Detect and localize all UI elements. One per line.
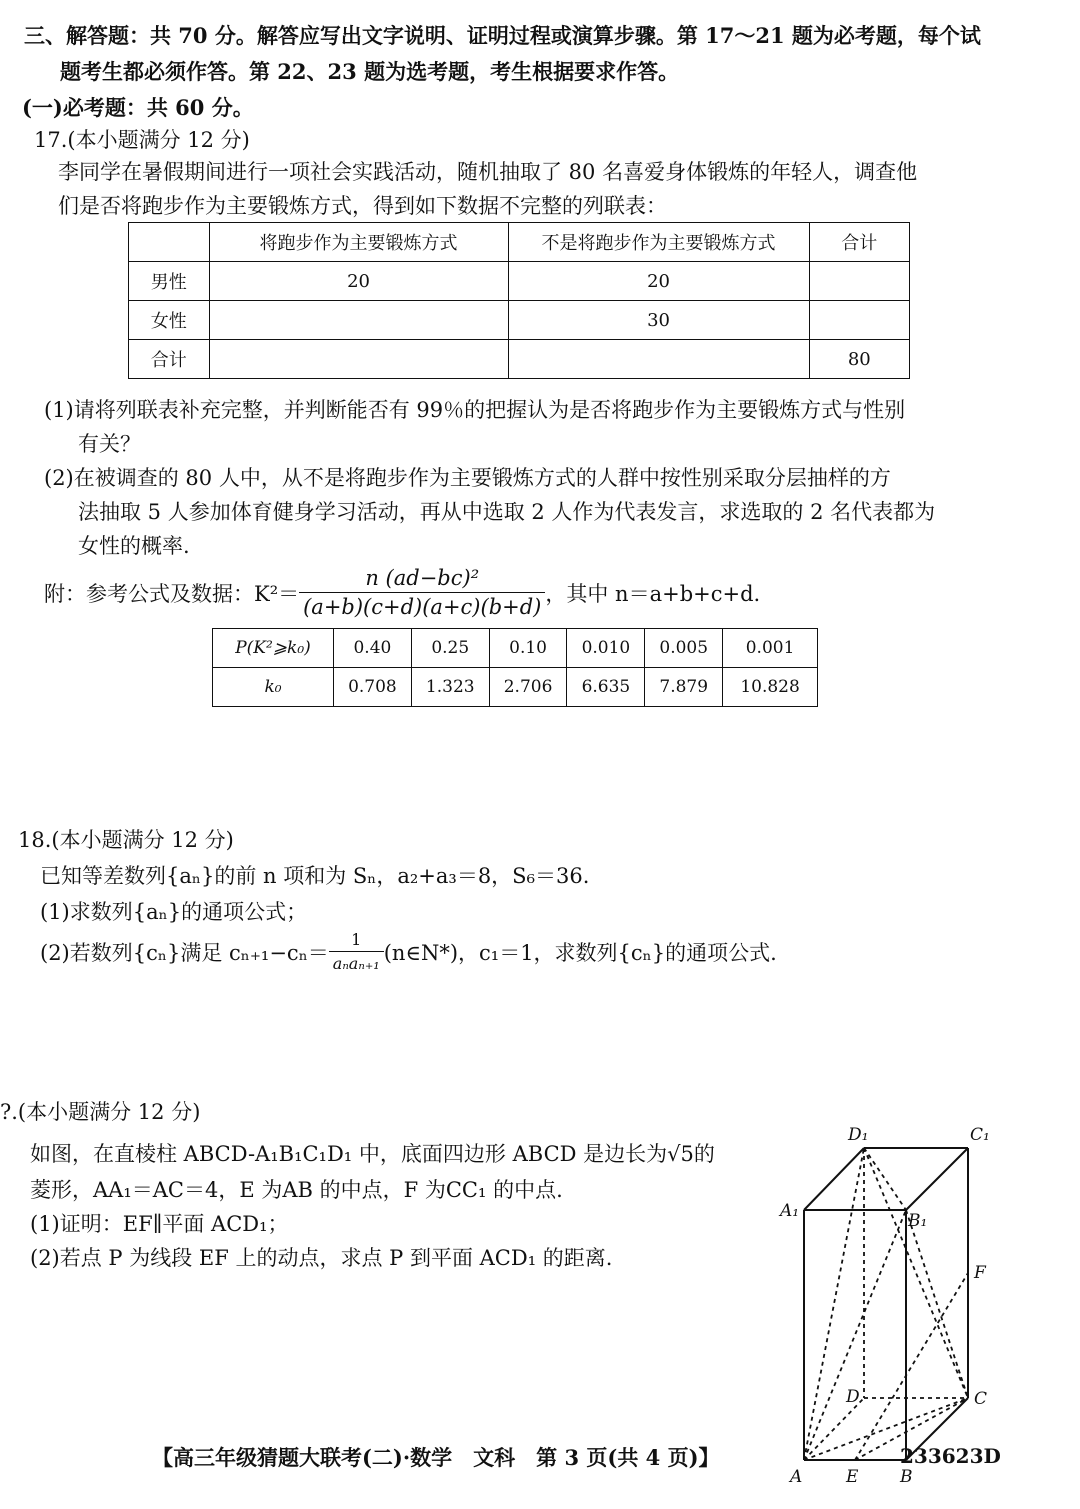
label-a: A [790,1467,803,1487]
q17-title: 17.(本小题满分 12 分) [34,128,250,152]
edge-b1-c1 [906,1148,968,1210]
table-cell: 6.635 [567,668,645,707]
table-row [129,301,910,340]
q17-text-line1: 李同学在暑假期间进行一项社会实践活动，随机抽取了 80 名喜爱身体锻炼的年轻人，调查他 [58,160,918,184]
table-cell: 0.005 [645,629,723,668]
table-cell [809,262,909,301]
q17-text-line2: 们是否将跑步作为主要锻炼方式，得到如下数据不完整的列联表： [58,194,667,218]
q17-part2-line1: (2)在被调查的 80 人中，从不是将跑步作为主要锻炼方式的人群中按性别采取分层抽样的方 [44,466,891,490]
part-title: (一)必考题：共 60 分。 [22,95,254,120]
table-cell: 0.40 [334,629,412,668]
table-cell: 10.828 [723,668,818,707]
formula-numerator: n (ad−bc)² [299,566,545,593]
table-header-cell: 不是将跑步作为主要锻炼方式 [508,223,809,262]
label-c: C [974,1389,988,1409]
label-b1: B₁ [908,1211,928,1231]
q17-part2-line2: 法抽取 5 人参加体育健身学习活动，再从中选取 2 人作为代表发言，求选取的 2 名代表都为 [78,500,936,524]
q18-fraction [329,930,384,973]
q18-text: 已知等差数列{aₙ}的前 n 项和为 Sₙ，a₂+a₃＝8，S₆＝36. [40,864,590,888]
q18-part2 [40,930,777,973]
q17-part2-line3: 女性的概率. [78,534,190,558]
table-cell: 0.708 [334,668,412,707]
footer-text: 【高三年级猜题大联考(二)·数学 文科 第 3 页(共 4 页)】 [152,1445,720,1470]
edge-a-d [804,1398,864,1460]
table-cell: 0.10 [489,629,567,668]
table-header-cell [129,223,210,262]
table-row [129,340,910,379]
table-cell: 0.25 [411,629,489,668]
table-header-cell: 将跑步作为主要锻炼方式 [209,223,508,262]
section-header-line1: 三、解答题：共 70 分。解答应写出文字说明、证明过程或演算步骤。第 17～21 题为必考题，每个试 [24,23,981,48]
line-a-d1 [804,1148,864,1460]
table-header-cell: 合计 [809,223,909,262]
table-cell [209,301,508,340]
q17-part1-line1: (1)请将列联表补充完整，并判断能否有 99％的把握认为是否将跑步作为主要锻炼方式与性别 [44,398,906,422]
table-cell: 1.323 [411,668,489,707]
q17-part1-line2: 有关？ [78,432,141,456]
table-cell: 合计 [129,340,210,379]
q17-contingency-table [128,222,910,379]
formula-prefix: 附：参考公式及数据：K²＝ [44,581,300,606]
table-cell: 80 [809,340,909,379]
table-cell: 女性 [129,301,210,340]
table-row [129,223,910,262]
line-b1-c [906,1210,968,1398]
table-cell: 2.706 [489,668,567,707]
section-header-line2: 题考生都必须作答。第 22、23 题为选考题，考生根据要求作答。 [60,59,680,84]
q18-fraction-denominator: aₙaₙ₊₁ [332,954,380,973]
prism-figure [770,1120,1000,1500]
table-cell: 30 [508,301,809,340]
table-row [213,668,818,707]
q18-part2-suffix: (n∈N*)，c₁＝1，求数列{cₙ}的通项公式. [383,940,777,965]
q18-part2-prefix: (2)若数列{cₙ}满足 cₙ₊₁−cₙ＝ [40,940,329,965]
q17-reference-table [212,628,818,707]
q19-title: ?.(本小题满分 12 分) [0,1100,201,1124]
table-row [213,629,818,668]
q18-title: 18.(本小题满分 12 分) [18,828,234,852]
table-cell: 0.010 [567,629,645,668]
formula-suffix: ，其中 n＝a+b+c+d. [545,581,761,606]
table-cell: 20 [209,262,508,301]
line-e-f [855,1273,968,1460]
q19-part1: (1)证明：EF∥平面 ACD₁； [30,1212,289,1236]
q19-text-line1: 如图，在直棱柱 ABCD-A₁B₁C₁D₁ 中，底面四边形 ABCD 是边长为√5的 [30,1142,715,1166]
label-b: B [900,1467,913,1487]
table-cell: 7.879 [645,668,723,707]
table-cell: 20 [508,262,809,301]
table-row [129,262,910,301]
label-f: F [974,1263,986,1283]
q19-part2: (2)若点 P 为线段 EF 上的动点，求点 P 到平面 ACD₁ 的距离. [30,1246,613,1270]
table-cell [809,301,909,340]
q18-part1: (1)求数列{aₙ}的通项公式； [40,900,308,924]
table-cell: 0.001 [723,629,818,668]
label-e: E [846,1467,859,1487]
label-a1: A₁ [780,1201,800,1221]
table-cell [508,340,809,379]
q17-formula [44,566,760,619]
label-d1: D₁ [848,1125,869,1145]
table-cell: k₀ [213,668,334,707]
label-d: D [846,1387,860,1407]
formula-denominator: (a+b)(c+d)(a+c)(b+d) [303,595,542,619]
label-c1: C₁ [970,1125,990,1145]
footer-code: 233623D [900,1444,1001,1468]
line-a-b1 [804,1210,906,1460]
q19-text-line2: 菱形，AA₁＝AC＝4，E 为AB 的中点，F 为CC₁ 的中点. [30,1178,563,1202]
table-cell: P(K²⩾k₀) [213,629,334,668]
table-cell [209,340,508,379]
edge-a1-d1 [804,1148,864,1210]
formula-fraction [299,566,545,619]
table-cell: 男性 [129,262,210,301]
q18-fraction-numerator: 1 [329,930,384,952]
